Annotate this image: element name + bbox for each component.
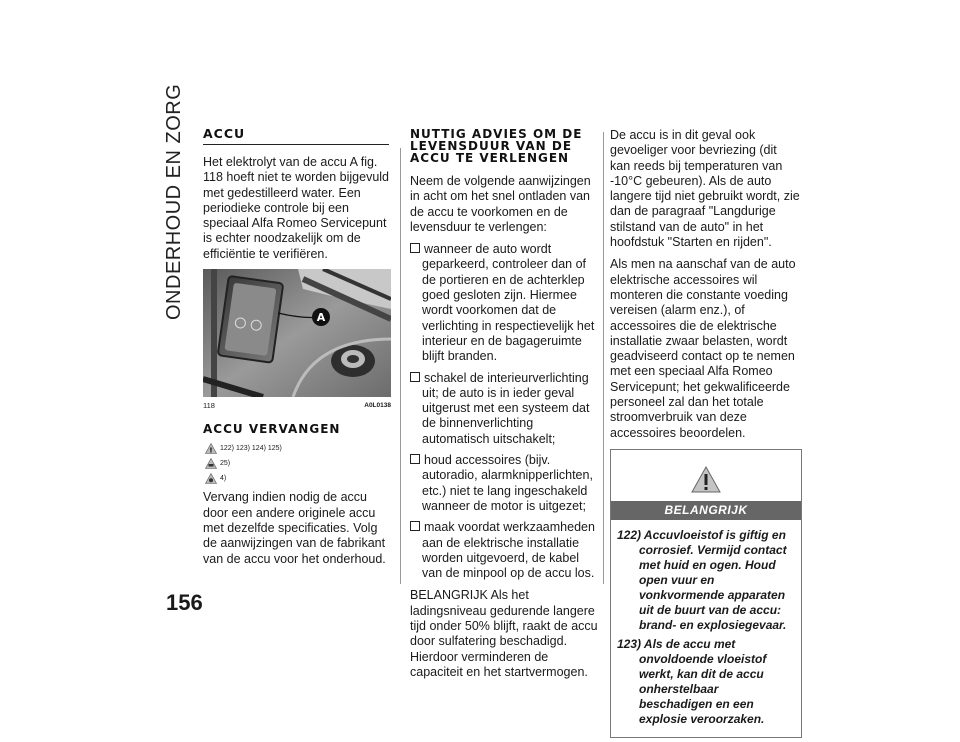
list-item: houd accessoires (bijv. autoradio, alarmknipperlichten, etc.) niet te lang ingeschakeld wanneer de motor is uitgezet; (410, 453, 600, 514)
warning-item: 123) Als de accu met onvoldoende vloeistof werkt, kan dit de accu onherstelbaar beschadigen en een explosie veroorzaken. (617, 637, 767, 727)
freeze-paragraph: De accu is in dit geval ook gevoeliger voor bevriezing (dit kan reeds bij temperaturen van -10°C gebeuren). Als de auto langere tijd niet gebruikt wordt, zie dan de paragraaf "Langdurige stilstand van de auto" in het hoofdstuk "Starten en rijden". (610, 128, 800, 250)
warning-refs-attention (205, 456, 391, 471)
checkbox-bullet-icon (410, 372, 420, 382)
battery-photo (203, 269, 391, 397)
column-divider (400, 148, 401, 584)
column-2 (410, 128, 600, 687)
warning-item: 122) Accuvloeistof is giftig en corrosief. Vermijd contact met huid en ogen. Houd open vuur en vonkvormende apparaten uit de buurt van de accu: brand- en explosiegevaar. (617, 528, 787, 633)
checkbox-bullet-icon (410, 521, 420, 531)
column-3 (610, 128, 800, 738)
warning-refs-environment (205, 471, 391, 486)
column-1 (203, 128, 391, 574)
figure-code: A0L0138 (364, 402, 391, 410)
warning-title: BELANGRIJK (611, 501, 801, 520)
figure-number: 118 (203, 401, 215, 411)
warning-box (610, 449, 802, 738)
advice-intro: Neem de volgende aanwijzingen in acht om het snel ontladen van de accu te voorkomen en de levensduur te verlengen: (410, 174, 591, 234)
checkbox-bullet-icon (410, 454, 420, 464)
intro-paragraph: Het elektrolyt van de accu A fig. 118 hoeft niet te worden bijgevuld met gedestilleerd water. Een periodieke controle bij een speciaal Alfa Romeo Servicepunt is echter noodzakelijk om de efficiëntie te verifiëren. (203, 155, 390, 261)
list-item: schakel de interieurverlichting uit; de auto is in ieder geval uitgerust met een systeem dat de binnenverlichting automatisch uitschakelt; (410, 371, 600, 447)
figure-caption (203, 398, 391, 413)
section-title-text: ONDERHOUD EN ZORG (163, 83, 185, 320)
list-item: maak voordat werkzaamheden aan de elektrische installatie worden uitgevoerd, de kabel van de minpool op de accu los. (410, 520, 600, 581)
warning-triangle-icon (205, 443, 217, 454)
section-title (163, 83, 191, 320)
car-warning-icon (205, 458, 217, 469)
svg-text:!: ! (209, 446, 213, 455)
warning-refs-danger (205, 441, 391, 456)
accessories-paragraph: Als men na aanschaf van de auto elektrische accessoires wil monteren die constante voeding vereisen (alarm enz.), of accessoires die de elektrische installatie zwaar belasten, wordt geadviseerd contact op te nemen met een speciaal Alfa Romeo Servicepunt; het gekwalificeerde personeel zal dan het totale stroomverbruik van deze accessoires beoordelen. (610, 257, 796, 440)
warning-refs-text: 122) 123) 124) 125) (220, 445, 282, 453)
warning-refs-text: 25) (220, 460, 231, 468)
replace-paragraph: Vervang indien nodig de accu door een andere originele accu met dezelfde specificaties. Volg de aanwijzingen van de fabrikant van de accu voor het onderhoud. (203, 490, 386, 566)
figure-label-a: A (316, 311, 326, 325)
important-note: BELANGRIJK Als het ladingsniveau gedurende langere tijd onder 50% blijft, raakt de accu door sulfatering beschadigd. Hierdoor verminderen de capaciteit en het startvermogen. (410, 588, 598, 679)
checkbox-bullet-icon (410, 243, 420, 253)
heading-accu: ACCU (203, 128, 389, 145)
warning-triangle-icon (691, 466, 721, 493)
heading-advice: NUTTIG ADVIES OM DE LEVENSDUUR VAN DE ACCU TE VERLENGEN (410, 127, 583, 165)
list-item: wanneer de auto wordt geparkeerd, controleer dan of de portieren en de achterklep goed gesloten zijn. Hiermee wordt voorkomen dat de verlichting in respectievelijk het interieur en de bagageruimte blijft branden. (410, 242, 600, 364)
advice-list (410, 242, 600, 581)
column-divider (603, 132, 604, 584)
environment-icon (205, 473, 217, 484)
battery-figure (203, 269, 391, 397)
heading-accu-vervangen: ACCU VERVANGEN (203, 422, 341, 437)
warning-refs-text: 4) (220, 475, 227, 483)
page-number: 156 (166, 590, 203, 615)
